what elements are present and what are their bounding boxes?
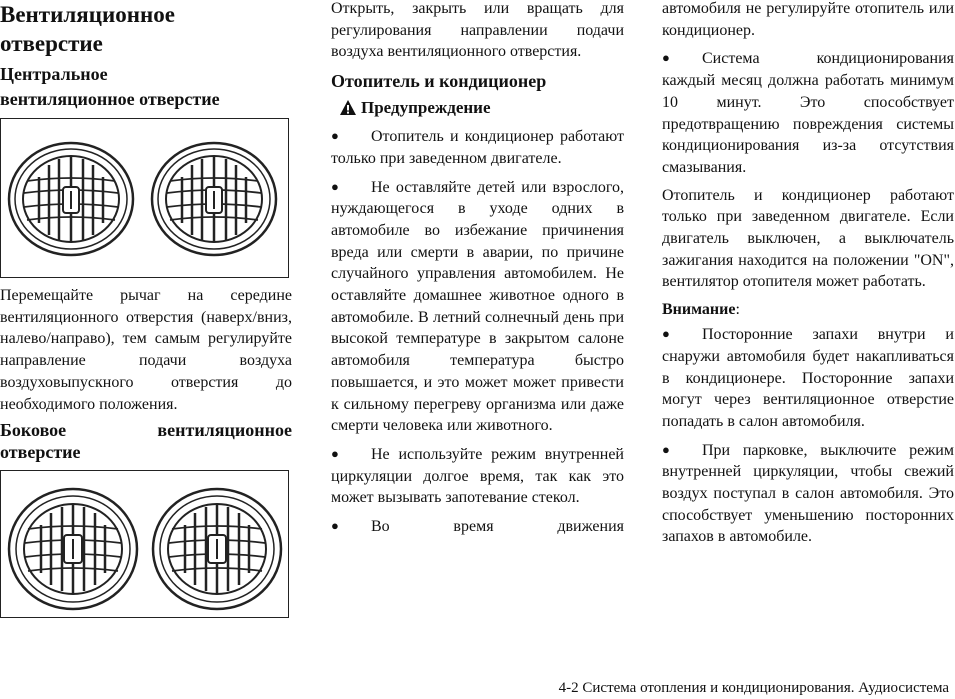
bullet-icon: ● <box>662 441 670 457</box>
vent-icon-2 <box>152 143 276 255</box>
warning-label: Предупреждение <box>361 98 491 118</box>
central-vent-heading-line1: Центральное <box>0 64 108 84</box>
attention-colon: : <box>735 301 740 319</box>
side-vent-icon <box>9 489 137 609</box>
side-vent-heading-line1: Боковое вентиляционное <box>0 420 292 441</box>
bullet-continuation: автомобиля не регулируйте отопитель или кондиционер. <box>662 0 954 39</box>
heater-operation-note: Отопитель и кондиционер работают только при заведенном двигателе. Если двигатель выключен, а выключатель зажигания находится на положении "ON", вентилятор отопителя может работать. <box>662 186 954 291</box>
section-title-line2: отверстие <box>0 31 103 56</box>
bullet-icon: ● <box>331 445 339 461</box>
attention-bullet-2-text: При парковке, выключите режим внутренней циркуляции, чтобы свежий воздух поступал в салон автомобиля. Это способствует уменьшению посторонних запахов в автомобиле. <box>662 441 954 546</box>
attention-label: Внимание <box>662 301 736 319</box>
bullet-icon: ● <box>331 518 339 534</box>
bullet-icon: ● <box>331 128 339 144</box>
warning-bullet-1-text: Отопитель и кондиционер работают только при заведенном двигателе. <box>331 128 624 167</box>
side-vent-illustration <box>0 470 289 618</box>
warning-bullet-3 <box>331 443 624 509</box>
bullet-icon: ● <box>331 178 339 194</box>
middle-column <box>331 0 624 538</box>
side-vents-svg <box>1 471 288 617</box>
warning-bullet-3-text: Не используйте режим внутренней циркуляции долгое время, так как это может вызывать запотевание стекол. <box>331 445 624 507</box>
page-footer: 4-2 Система отопления и кондиционирования. Аудиосистема <box>558 680 949 696</box>
warning-bullet-2 <box>331 176 624 437</box>
warning-bullet-1 <box>331 125 624 169</box>
side-vent-icon-2 <box>153 489 281 609</box>
attention-bullet-1-text: Посторонние запахи внутри и снаружи автомобиля будет накапливаться в кондиционере. Посторонние запахи могут через вентиляционное отверстие попадать в салон автомобиля. <box>662 326 954 430</box>
ac-maintenance-text: Система кондиционирования каждый месяц должна работать минимум 10 минут. Это способствует предотвращению повреждения системы кондиционирования из-за отсутствия смазывания. <box>662 50 954 176</box>
side-vent-heading-line2: отверстие <box>0 442 81 463</box>
central-vents-svg <box>1 119 288 277</box>
section-title-line1: Вентиляционное <box>0 2 175 27</box>
vent-intro-text: Открыть, закрыть или вращать для регулирования направлении подачи воздуха вентиляционного отверстия. <box>331 0 624 61</box>
left-column <box>0 0 292 618</box>
ac-maintenance-bullet <box>662 47 954 178</box>
warning-bullet-2-text: Не оставляйте детей или взрослого, нуждающегося в уходе одних в автомобиле во избежание причинения вреда или смерти в аварии, по причине случайного управления автомобилем. Не оставляйте домашнее животное одного в автомобиле. В летний солнечный день при высокой температуре в закрытом салоне автомобиля температура быстро повышается, и это может может привести к сильному перегреву организма или даже смерти человека или животного. <box>331 178 624 435</box>
attention-bullet-1 <box>662 323 954 433</box>
attention-bullet-2 <box>662 439 954 549</box>
warning-bullet-4 <box>331 515 624 538</box>
central-vent-description: Перемещайте рычаг на середине вентиляционного отверстия (наверх/вниз, налево/направо), тем самым регулируйте направление подачи воздуха воздуховыпускного отверстия до необходимого положения. <box>0 287 292 413</box>
warning-triangle-icon <box>339 99 361 123</box>
bullet-icon: ● <box>662 50 670 66</box>
central-vent-heading-line2: вентиляционное отверстие <box>0 89 220 109</box>
right-column <box>662 0 954 548</box>
vent-icon <box>9 143 133 255</box>
central-vent-illustration <box>0 118 289 278</box>
attention-header <box>662 298 954 321</box>
warning-bullet-4-text: Во время движения <box>371 518 624 536</box>
warning-header <box>331 96 624 123</box>
heater-ac-heading: Отопитель и кондиционер <box>331 71 547 92</box>
bullet-icon: ● <box>662 326 670 342</box>
